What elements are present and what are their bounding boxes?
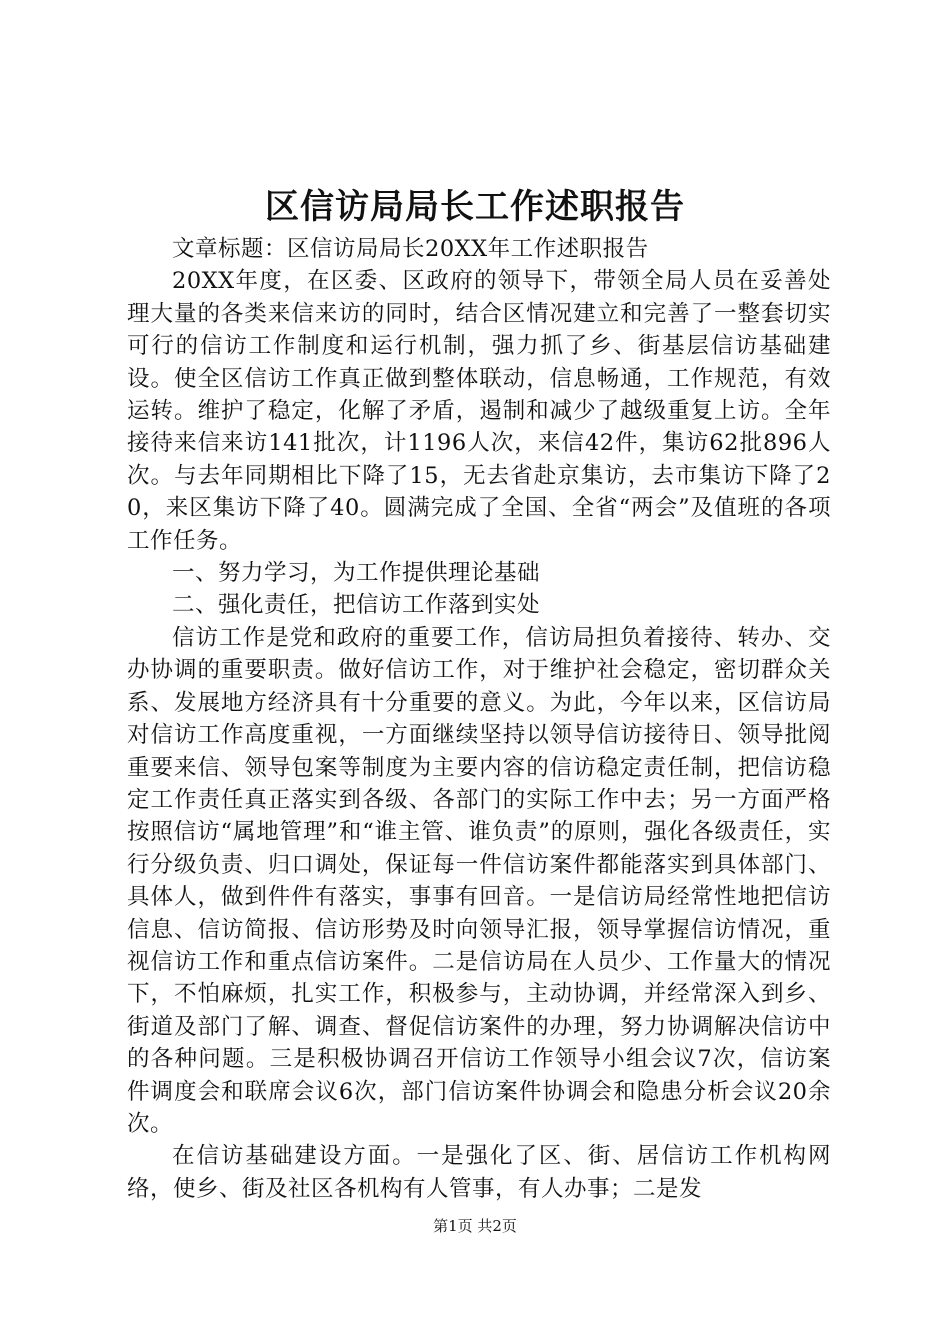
paragraph-responsibility: 信访工作是党和政府的重要工作，信访局担负着接待、转办、交办协调的重要职责。做好信访工作，对于维护社会稳定，密切群众关系、发展地方经济具有十分重要的意义。为此，今年以来，区信访局对信访工作高度重视，一方面继续坚持以领导信访接待日、领导批阅重要来信、领导包案等制度为主要内容的信访稳定责任制，把信访稳定工作责任真正落实到各级、各部门的实际工作中去；另一方面严格按照信访“属地管理”和“谁主管、谁负责”的原则，强化各级责任，实行分级负责、归口调处，保证每一件信访案件都能落实到具体部门、具体人，做到件件有落实，事事有回音。一是信访局经常性地把信访信息、信访简报、信访形势及时向领导汇报，领导掌握信访情况，重视信访工作和重点信访案件。二是信访局在人员少、工作量大的情况下，不怕麻烦，扎实工作，积极参与，主动协调，并经常深入到乡、街道及部门了解、调查、督促信访案件的办理，努力协调解决信访中的各种问题。三是积极协调召开信访工作领导小组会议7次，信访案件调度会和联席会议6次，部门信访案件协调会和隐患分析会议20余次。 — [127, 624, 831, 1137]
paragraph-article-heading: 文章标题：区信访局局长20XX年工作述职报告 — [172, 236, 649, 262]
document-title: 区信访局局长工作述职报告 — [265, 187, 685, 227]
paragraph-infrastructure: 在信访基础建设方面。一是强化了区、街、居信访工作机构网络，使乡、街及社区各机构有人管事，有人办事；二是发 — [127, 1143, 831, 1202]
paragraph-annual-summary: 20XX年度，在区委、区政府的领导下，带领全局人员在妥善处理大量的各类来信来访的同时，结合区情况建立和完善了一整套切实可行的信访工作制度和运行机制，强力抓了乡、街基层信访基础建设。使全区信访工作真正做到整体联动，信息畅通，工作规范，有效运转。维护了稳定，化解了矛盾，遏制和减少了越级重复上访。全年接待来信来访141批次，计1196人次，来信42件，集访62批896人次。与去年同期相比下降了15，无去省赴京集访，去市集访下降了20，来区集访下降了40。圆满完成了全国、全省“两会”及值班的各项工作任务。 — [127, 268, 831, 554]
page-number-footer: 第1页 共2页 — [433, 1217, 517, 1235]
document-body — [127, 233, 831, 1205]
section-heading-2: 二、强化责任，把信访工作落到实处 — [172, 592, 541, 619]
section-heading-1: 一、努力学习，为工作提供理论基础 — [172, 560, 541, 587]
